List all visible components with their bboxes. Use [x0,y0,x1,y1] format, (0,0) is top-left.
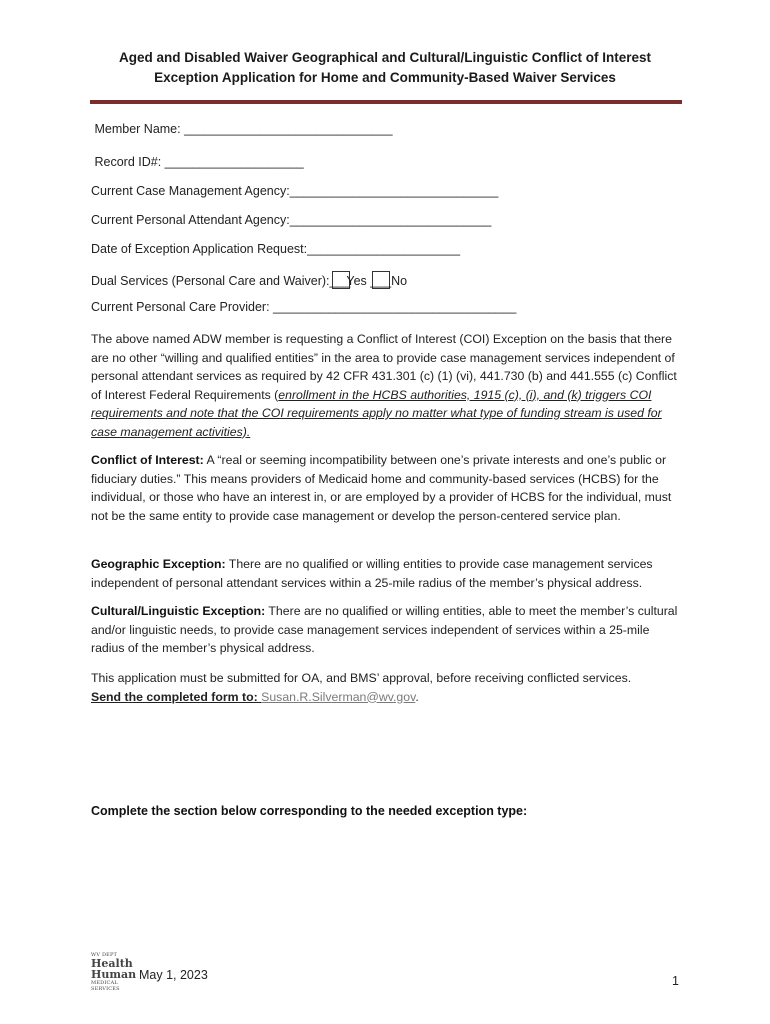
dual-services-row [91,271,407,289]
dual-yes-label: Yes [346,274,367,288]
logo-health-text: Health [91,957,133,970]
page-number: 1 [672,974,679,988]
personal-care-provider-label: Current Personal Care Provider: ___________________________________ [91,300,517,314]
dual-yes-blank: ___ [329,274,351,288]
submission-period: . [415,689,419,704]
document-title [70,48,700,88]
dual-no-blank: ___ [370,274,392,288]
coi-text: A “real or seeming incompatibility between one’s private interests and one’s public or fiduciary duties.” This means providers of Medicaid home and community-based services (HCBS) for the individual, or those who have an interest in, or are employed by a provider of HCBS for the individual, must not be the same entity to provide case management or develop the person-centered service plan. [91,453,672,523]
title-line-1: Aged and Disabled Waiver Geographical and Cultural/Linguistic Conflict of Interest [118,50,652,65]
section-heading: Complete the section below corresponding to the needed exception type: [91,804,528,818]
personal-attendant-agency-field[interactable] [91,213,491,227]
case-management-agency-field[interactable] [91,184,498,198]
cultural-label: Cultural/Linguistic Exception: [91,604,266,618]
intro-text: The above named ADW member is requesting a Conflict of Interest (COI) Exception on the basis that there are no other “willing and qualified entities” in the area to provide case management services independent of personal attendant services as required by 42 CFR 431.301 (c) (1) (vi), 441.730 (b) and 441.555 (c) Conflict of Interest Federal Requirements ( [91,332,677,402]
email-link[interactable]: Susan.R.Silverman@wv.gov [261,689,416,704]
logo-bottom-text: MEDICAL SERVICES [91,980,120,992]
title-divider [90,100,682,104]
dual-no-label: No [391,274,408,288]
dhhr-logo [91,952,137,992]
member-name-label: Member Name: ______________________________ [91,122,393,136]
record-id-field[interactable] [91,155,304,169]
geographic-exception-paragraph [91,555,681,592]
submission-text: This application must be submitted for OA, and BMS’ approval, before receiving conflicted services. [91,671,632,685]
submission-paragraph [91,669,681,706]
date-of-request-label: Date of Exception Application Request:______________________ [91,242,461,256]
title-line-2: Exception Application for Home and Community-Based Waiver Services [154,70,616,85]
personal-care-provider-field[interactable] [91,300,516,314]
case-management-agency-label: Current Case Management Agency:______________________________ [91,184,499,198]
logo-top-text: WV DEPT [91,952,118,958]
cultural-text: There are no qualified or willing entities, able to meet the member’s cultural and/or linguistic needs, to provide case management services independent of services within a 25-mile radius of the member’s physical address. [91,604,678,655]
cultural-exception-paragraph [91,602,681,658]
geo-label: Geographic Exception: [91,557,226,571]
intro-emphasis: enrollment in the HCBS authorities, 1915 (c), (i), and (k) triggers COI requirements and note that the COI requirements apply no matter what type of funding stream is used for case management activities). [91,387,662,439]
member-name-field[interactable] [91,122,393,136]
coi-label: Conflict of Interest: [91,453,204,467]
send-to-label: Send the completed form to: [91,689,262,704]
record-id-label: Record ID#: ____________________ [91,155,304,169]
dual-services-label: Dual Services (Personal Care and Waiver): [91,274,330,288]
intro-paragraph [91,330,681,441]
footer-date: May 1, 2023 [139,968,208,982]
logo-human-text: Human [91,968,137,981]
conflict-of-interest-paragraph [91,451,681,525]
personal-attendant-agency-label: Current Personal Attendant Agency:_____________________________ [91,213,492,227]
date-of-request-field[interactable] [91,242,460,256]
geo-text: There are no qualified or willing entities to provide case management services independent of personal attendant services within a 25-mile radius of the member’s physical address. [91,557,653,590]
